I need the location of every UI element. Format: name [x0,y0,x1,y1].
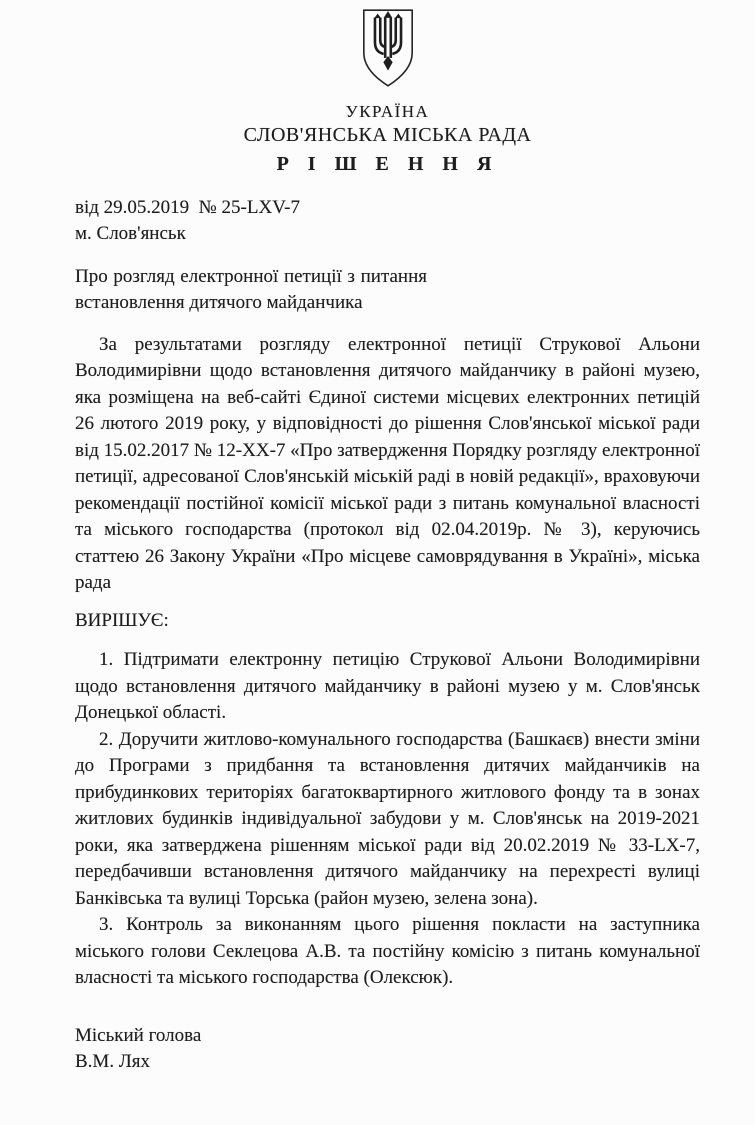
resolution-item-1: 1. Підтримати електронну петицію Струкової Альони Володимирівни щодо встановлення дитячого майданчику в районі музею у м. Слов'янськ Донецької області. [75,649,700,723]
signatory-name: В.М. Лях [75,1051,150,1072]
preamble-paragraph: За результатами розгляду електронної петиції Струкової Альони Володимирівни щодо встановлення дитячого майданчику в районі музею, яка розміщена на веб-сайті Єдиної системи місцевих електронних петицій 26 лютого 2019 року, у відповідності до рішення Слов'янської міської ради від 15.02.2017 № 12-XX-7 «Про затвердження Порядку розгляду електронної петиції, адресованої Слов'янській міській раді в новій редакції», враховуючи рекомендації постійної комісії міської ради з питань комунальної власності та міського господарства (протокол від 02.04.2019р. № 3), керуючись статтею 26 Закону України «Про місцеве самоврядування в Україні», міська рада [75,333,700,593]
trident-emblem-icon [357,8,419,88]
document-header [75,8,700,176]
signatory-position: Міський голова [75,1024,202,1046]
doc-type-title: Р І Ш Е Н Н Я [276,152,499,175]
doc-number-date: від 29.05.2019 № 25-LXV-7 [75,196,301,218]
doc-subject: Про розгляд електронної петиції з питання встановлення дитячого майданчика [75,265,427,313]
council-title: СЛОВ'ЯНСЬКА МІСЬКА РАДА [243,123,532,146]
resolution-item-2: 2. Доручити житлово-комунального господарства (Башкаєв) внести зміни до Програми з придбання та встановлення дитячих майданчиків на прибудинкових територіях багатоквартирного житлового фонду та в зонах житлових будинків індивідуальної забудови у м. Слов'янськ на 2019-2021 роки, яка затверджена рішенням міської ради від 20.02.2019 № 33-LX-7, передбачивши встановлення дитячого майданчику на перехресті вулиці Банківська та вулиці Торська (район музею, зелена зона). [75,728,700,909]
signature-block [75,1023,700,1076]
country-title: УКРАЇНА [345,101,430,121]
resolution-items [75,647,700,992]
resolution-item-3: 3. Контроль за виконанням цього рішення покласти на заступника міського голови Секлецова А.В. та постійну комісію з питань комунальної власності та міського господарства (Олексюк). [75,914,700,988]
doc-city: м. Слов'янськ [75,223,186,244]
document-meta [75,195,700,248]
resolves-label: ВИРІШУЄ: [75,609,169,631]
